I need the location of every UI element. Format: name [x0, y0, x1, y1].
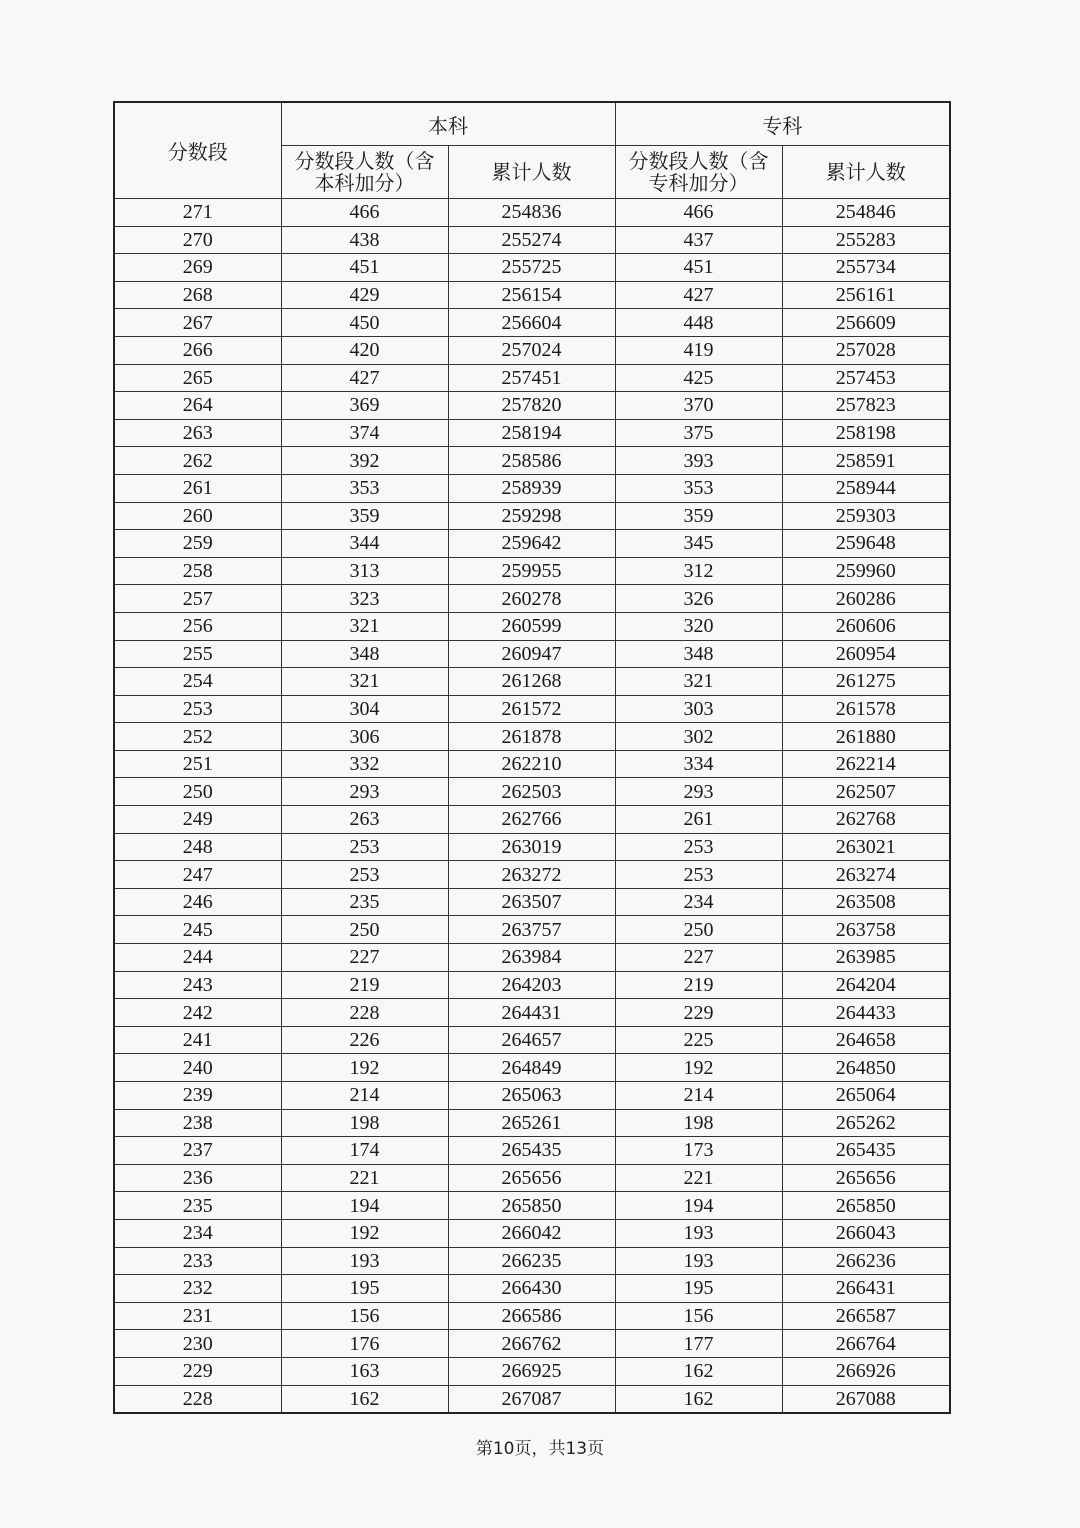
undergrad-count-cell: 466: [281, 199, 448, 227]
junior-count-cell: 234: [615, 888, 782, 916]
score-cell: 264: [114, 392, 281, 420]
table-row: [114, 778, 950, 806]
undergrad-count-cell: 392: [281, 447, 448, 475]
junior-cumulative-cell: 263508: [782, 888, 950, 916]
score-cell: 228: [114, 1385, 281, 1413]
table-row: [114, 281, 950, 309]
undergrad-count-cell: 174: [281, 1137, 448, 1165]
undergrad-cumulative-cell: 265261: [448, 1109, 615, 1137]
junior-count-cell: 425: [615, 364, 782, 392]
table-body: [114, 199, 950, 1414]
junior-cumulative-cell: 264658: [782, 1026, 950, 1054]
undergrad-cumulative-cell: 262503: [448, 778, 615, 806]
junior-cumulative-cell: 258198: [782, 419, 950, 447]
undergrad-count-cell: 344: [281, 530, 448, 558]
score-cell: 257: [114, 585, 281, 613]
header-junior: 专科: [615, 102, 950, 146]
undergrad-count-cell: 313: [281, 557, 448, 585]
table-row: [114, 1330, 950, 1358]
junior-cumulative-cell: 267088: [782, 1385, 950, 1413]
junior-count-cell: 448: [615, 309, 782, 337]
table-row: [114, 1385, 950, 1413]
junior-count-cell: 193: [615, 1219, 782, 1247]
table-row: [114, 309, 950, 337]
undergrad-count-cell: 332: [281, 750, 448, 778]
score-cell: 246: [114, 888, 281, 916]
score-cell: 258: [114, 557, 281, 585]
junior-cumulative-cell: 265064: [782, 1082, 950, 1110]
junior-cumulative-cell: 256161: [782, 281, 950, 309]
score-cell: 270: [114, 226, 281, 254]
undergrad-cumulative-cell: 257451: [448, 364, 615, 392]
table-row: [114, 640, 950, 668]
table-row: [114, 585, 950, 613]
table-row: [114, 254, 950, 282]
score-cell: 256: [114, 612, 281, 640]
junior-count-cell: 192: [615, 1054, 782, 1082]
table-row: [114, 1219, 950, 1247]
junior-count-cell: 334: [615, 750, 782, 778]
junior-cumulative-cell: 266236: [782, 1247, 950, 1275]
score-cell: 231: [114, 1302, 281, 1330]
junior-count-cell: 326: [615, 585, 782, 613]
junior-cumulative-cell: 266043: [782, 1219, 950, 1247]
table-row: [114, 530, 950, 558]
junior-count-cell: 253: [615, 861, 782, 889]
junior-count-cell: 162: [615, 1357, 782, 1385]
undergrad-cumulative-cell: 260278: [448, 585, 615, 613]
junior-cumulative-cell: 266431: [782, 1275, 950, 1303]
table-row: [114, 1247, 950, 1275]
undergrad-cumulative-cell: 265656: [448, 1164, 615, 1192]
score-cell: 249: [114, 806, 281, 834]
score-cell: 259: [114, 530, 281, 558]
undergrad-count-cell: 420: [281, 336, 448, 364]
undergrad-count-cell: 359: [281, 502, 448, 530]
score-cell: 260: [114, 502, 281, 530]
score-cell: 229: [114, 1357, 281, 1385]
undergrad-cumulative-cell: 260599: [448, 612, 615, 640]
junior-count-cell: 375: [615, 419, 782, 447]
table-row: [114, 916, 950, 944]
junior-cumulative-cell: 261578: [782, 695, 950, 723]
junior-cumulative-cell: 263274: [782, 861, 950, 889]
undergrad-cumulative-cell: 266586: [448, 1302, 615, 1330]
table-row: [114, 364, 950, 392]
undergrad-count-cell: 198: [281, 1109, 448, 1137]
score-cell: 233: [114, 1247, 281, 1275]
score-cell: 252: [114, 723, 281, 751]
undergrad-count-cell: 235: [281, 888, 448, 916]
junior-cumulative-cell: 266926: [782, 1357, 950, 1385]
junior-cumulative-cell: 262507: [782, 778, 950, 806]
junior-cumulative-cell: 262214: [782, 750, 950, 778]
score-cell: 253: [114, 695, 281, 723]
junior-cumulative-cell: 258944: [782, 474, 950, 502]
table-row: [114, 888, 950, 916]
junior-count-cell: 437: [615, 226, 782, 254]
junior-cumulative-cell: 266587: [782, 1302, 950, 1330]
undergrad-cumulative-cell: 258194: [448, 419, 615, 447]
header-undergrad-cumulative: 累计人数: [448, 146, 615, 199]
score-cell: 230: [114, 1330, 281, 1358]
header-junior-count: 分数段人数（含专科加分）: [615, 146, 782, 199]
score-cell: 240: [114, 1054, 281, 1082]
score-cell: 267: [114, 309, 281, 337]
table-row: [114, 723, 950, 751]
undergrad-count-cell: 250: [281, 916, 448, 944]
undergrad-count-cell: 429: [281, 281, 448, 309]
header-undergrad-count: 分数段人数（含本科加分）: [281, 146, 448, 199]
junior-count-cell: 312: [615, 557, 782, 585]
junior-count-cell: 194: [615, 1192, 782, 1220]
table-row: [114, 1302, 950, 1330]
undergrad-cumulative-cell: 261572: [448, 695, 615, 723]
junior-count-cell: 162: [615, 1385, 782, 1413]
table-row: [114, 668, 950, 696]
table-row: [114, 199, 950, 227]
header-score-range: 分数段: [114, 102, 281, 199]
table-row: [114, 336, 950, 364]
score-cell: 263: [114, 419, 281, 447]
undergrad-cumulative-cell: 266925: [448, 1357, 615, 1385]
junior-cumulative-cell: 255734: [782, 254, 950, 282]
score-cell: 265: [114, 364, 281, 392]
junior-cumulative-cell: 265850: [782, 1192, 950, 1220]
junior-count-cell: 193: [615, 1247, 782, 1275]
table-row: [114, 1275, 950, 1303]
junior-cumulative-cell: 258591: [782, 447, 950, 475]
undergrad-cumulative-cell: 264849: [448, 1054, 615, 1082]
header-undergrad: 本科: [281, 102, 615, 146]
junior-count-cell: 227: [615, 944, 782, 972]
undergrad-count-cell: 214: [281, 1082, 448, 1110]
junior-cumulative-cell: 256609: [782, 309, 950, 337]
junior-cumulative-cell: 259960: [782, 557, 950, 585]
score-cell: 262: [114, 447, 281, 475]
junior-count-cell: 359: [615, 502, 782, 530]
undergrad-cumulative-cell: 260947: [448, 640, 615, 668]
page-footer: 第10页，共13页: [475, 1439, 605, 1459]
undergrad-cumulative-cell: 259642: [448, 530, 615, 558]
junior-count-cell: 303: [615, 695, 782, 723]
junior-count-cell: 225: [615, 1026, 782, 1054]
undergrad-cumulative-cell: 265850: [448, 1192, 615, 1220]
junior-cumulative-cell: 264433: [782, 999, 950, 1027]
junior-cumulative-cell: 263021: [782, 833, 950, 861]
undergrad-count-cell: 353: [281, 474, 448, 502]
score-cell: 242: [114, 999, 281, 1027]
undergrad-cumulative-cell: 261878: [448, 723, 615, 751]
junior-count-cell: 451: [615, 254, 782, 282]
undergrad-cumulative-cell: 264657: [448, 1026, 615, 1054]
undergrad-count-cell: 450: [281, 309, 448, 337]
undergrad-cumulative-cell: 266042: [448, 1219, 615, 1247]
junior-count-cell: 466: [615, 199, 782, 227]
undergrad-count-cell: 293: [281, 778, 448, 806]
junior-cumulative-cell: 263758: [782, 916, 950, 944]
undergrad-count-cell: 348: [281, 640, 448, 668]
score-cell: 235: [114, 1192, 281, 1220]
junior-cumulative-cell: 265262: [782, 1109, 950, 1137]
junior-cumulative-cell: 255283: [782, 226, 950, 254]
junior-count-cell: 293: [615, 778, 782, 806]
undergrad-count-cell: 163: [281, 1357, 448, 1385]
undergrad-cumulative-cell: 261268: [448, 668, 615, 696]
undergrad-count-cell: 194: [281, 1192, 448, 1220]
table-row: [114, 944, 950, 972]
score-cell: 241: [114, 1026, 281, 1054]
junior-count-cell: 427: [615, 281, 782, 309]
table-row: [114, 971, 950, 999]
score-cell: 250: [114, 778, 281, 806]
undergrad-cumulative-cell: 258939: [448, 474, 615, 502]
undergrad-cumulative-cell: 267087: [448, 1385, 615, 1413]
score-cell: 245: [114, 916, 281, 944]
junior-count-cell: 253: [615, 833, 782, 861]
undergrad-cumulative-cell: 258586: [448, 447, 615, 475]
junior-cumulative-cell: 263985: [782, 944, 950, 972]
undergrad-cumulative-cell: 255725: [448, 254, 615, 282]
junior-cumulative-cell: 260954: [782, 640, 950, 668]
score-cell: 237: [114, 1137, 281, 1165]
table-row: [114, 1357, 950, 1385]
score-cell: 268: [114, 281, 281, 309]
score-cell: 243: [114, 971, 281, 999]
junior-cumulative-cell: 261275: [782, 668, 950, 696]
table-row: [114, 750, 950, 778]
table-row: [114, 392, 950, 420]
table-row: [114, 1192, 950, 1220]
junior-cumulative-cell: 264850: [782, 1054, 950, 1082]
undergrad-count-cell: 192: [281, 1219, 448, 1247]
table-row: [114, 612, 950, 640]
junior-count-cell: 321: [615, 668, 782, 696]
junior-cumulative-cell: 261880: [782, 723, 950, 751]
score-cell: 236: [114, 1164, 281, 1192]
undergrad-count-cell: 226: [281, 1026, 448, 1054]
junior-count-cell: 261: [615, 806, 782, 834]
undergrad-cumulative-cell: 265435: [448, 1137, 615, 1165]
undergrad-cumulative-cell: 263507: [448, 888, 615, 916]
score-cell: 244: [114, 944, 281, 972]
undergrad-count-cell: 321: [281, 668, 448, 696]
undergrad-count-cell: 323: [281, 585, 448, 613]
junior-count-cell: 320: [615, 612, 782, 640]
undergrad-count-cell: 176: [281, 1330, 448, 1358]
table-row: [114, 1164, 950, 1192]
junior-cumulative-cell: 259648: [782, 530, 950, 558]
undergrad-cumulative-cell: 264203: [448, 971, 615, 999]
undergrad-count-cell: 193: [281, 1247, 448, 1275]
junior-count-cell: 173: [615, 1137, 782, 1165]
junior-count-cell: 345: [615, 530, 782, 558]
table-row: [114, 447, 950, 475]
undergrad-cumulative-cell: 263019: [448, 833, 615, 861]
score-distribution-table: [113, 101, 951, 1414]
table-row: [114, 1082, 950, 1110]
table-row: [114, 695, 950, 723]
undergrad-count-cell: 321: [281, 612, 448, 640]
undergrad-count-cell: 162: [281, 1385, 448, 1413]
junior-cumulative-cell: 266764: [782, 1330, 950, 1358]
undergrad-count-cell: 228: [281, 999, 448, 1027]
junior-count-cell: 393: [615, 447, 782, 475]
junior-count-cell: 370: [615, 392, 782, 420]
score-cell: 254: [114, 668, 281, 696]
undergrad-cumulative-cell: 263272: [448, 861, 615, 889]
junior-count-cell: 195: [615, 1275, 782, 1303]
undergrad-cumulative-cell: 257024: [448, 336, 615, 364]
junior-count-cell: 177: [615, 1330, 782, 1358]
table-row: [114, 1054, 950, 1082]
undergrad-count-cell: 192: [281, 1054, 448, 1082]
junior-count-cell: 156: [615, 1302, 782, 1330]
undergrad-count-cell: 374: [281, 419, 448, 447]
score-cell: 266: [114, 336, 281, 364]
table-row: [114, 474, 950, 502]
junior-cumulative-cell: 260606: [782, 612, 950, 640]
score-cell: 239: [114, 1082, 281, 1110]
undergrad-count-cell: 156: [281, 1302, 448, 1330]
junior-cumulative-cell: 265435: [782, 1137, 950, 1165]
undergrad-cumulative-cell: 254836: [448, 199, 615, 227]
undergrad-count-cell: 438: [281, 226, 448, 254]
undergrad-cumulative-cell: 262210: [448, 750, 615, 778]
junior-cumulative-cell: 260286: [782, 585, 950, 613]
undergrad-cumulative-cell: 256604: [448, 309, 615, 337]
undergrad-count-cell: 304: [281, 695, 448, 723]
table-row: [114, 806, 950, 834]
undergrad-cumulative-cell: 266430: [448, 1275, 615, 1303]
junior-count-cell: 229: [615, 999, 782, 1027]
score-cell: 234: [114, 1219, 281, 1247]
undergrad-cumulative-cell: 266235: [448, 1247, 615, 1275]
undergrad-count-cell: 227: [281, 944, 448, 972]
header-junior-cumulative: 累计人数: [782, 146, 950, 199]
junior-count-cell: 250: [615, 916, 782, 944]
junior-count-cell: 221: [615, 1164, 782, 1192]
junior-cumulative-cell: 265656: [782, 1164, 950, 1192]
junior-cumulative-cell: 257453: [782, 364, 950, 392]
table-row: [114, 557, 950, 585]
undergrad-count-cell: 451: [281, 254, 448, 282]
junior-count-cell: 302: [615, 723, 782, 751]
junior-count-cell: 348: [615, 640, 782, 668]
undergrad-count-cell: 253: [281, 833, 448, 861]
junior-count-cell: 198: [615, 1109, 782, 1137]
junior-cumulative-cell: 257823: [782, 392, 950, 420]
table-row: [114, 1026, 950, 1054]
undergrad-cumulative-cell: 259955: [448, 557, 615, 585]
undergrad-cumulative-cell: 262766: [448, 806, 615, 834]
score-cell: 251: [114, 750, 281, 778]
undergrad-cumulative-cell: 257820: [448, 392, 615, 420]
junior-count-cell: 214: [615, 1082, 782, 1110]
undergrad-cumulative-cell: 259298: [448, 502, 615, 530]
table-row: [114, 1137, 950, 1165]
score-cell: 232: [114, 1275, 281, 1303]
table-row: [114, 833, 950, 861]
undergrad-count-cell: 306: [281, 723, 448, 751]
table-row: [114, 502, 950, 530]
undergrad-count-cell: 195: [281, 1275, 448, 1303]
score-cell: 255: [114, 640, 281, 668]
junior-cumulative-cell: 259303: [782, 502, 950, 530]
junior-cumulative-cell: 264204: [782, 971, 950, 999]
undergrad-cumulative-cell: 265063: [448, 1082, 615, 1110]
score-cell: 271: [114, 199, 281, 227]
junior-cumulative-cell: 254846: [782, 199, 950, 227]
junior-cumulative-cell: 257028: [782, 336, 950, 364]
undergrad-cumulative-cell: 263984: [448, 944, 615, 972]
table-row: [114, 419, 950, 447]
undergrad-count-cell: 221: [281, 1164, 448, 1192]
table-row: [114, 1109, 950, 1137]
undergrad-count-cell: 427: [281, 364, 448, 392]
table-row: [114, 861, 950, 889]
score-cell: 248: [114, 833, 281, 861]
undergrad-cumulative-cell: 256154: [448, 281, 615, 309]
table-row: [114, 999, 950, 1027]
undergrad-count-cell: 369: [281, 392, 448, 420]
score-cell: 269: [114, 254, 281, 282]
undergrad-count-cell: 263: [281, 806, 448, 834]
score-cell: 238: [114, 1109, 281, 1137]
undergrad-cumulative-cell: 266762: [448, 1330, 615, 1358]
table-row: [114, 226, 950, 254]
undergrad-count-cell: 253: [281, 861, 448, 889]
score-cell: 247: [114, 861, 281, 889]
junior-count-cell: 353: [615, 474, 782, 502]
junior-count-cell: 419: [615, 336, 782, 364]
undergrad-cumulative-cell: 264431: [448, 999, 615, 1027]
undergrad-count-cell: 219: [281, 971, 448, 999]
undergrad-cumulative-cell: 263757: [448, 916, 615, 944]
score-cell: 261: [114, 474, 281, 502]
junior-cumulative-cell: 262768: [782, 806, 950, 834]
undergrad-cumulative-cell: 255274: [448, 226, 615, 254]
junior-count-cell: 219: [615, 971, 782, 999]
